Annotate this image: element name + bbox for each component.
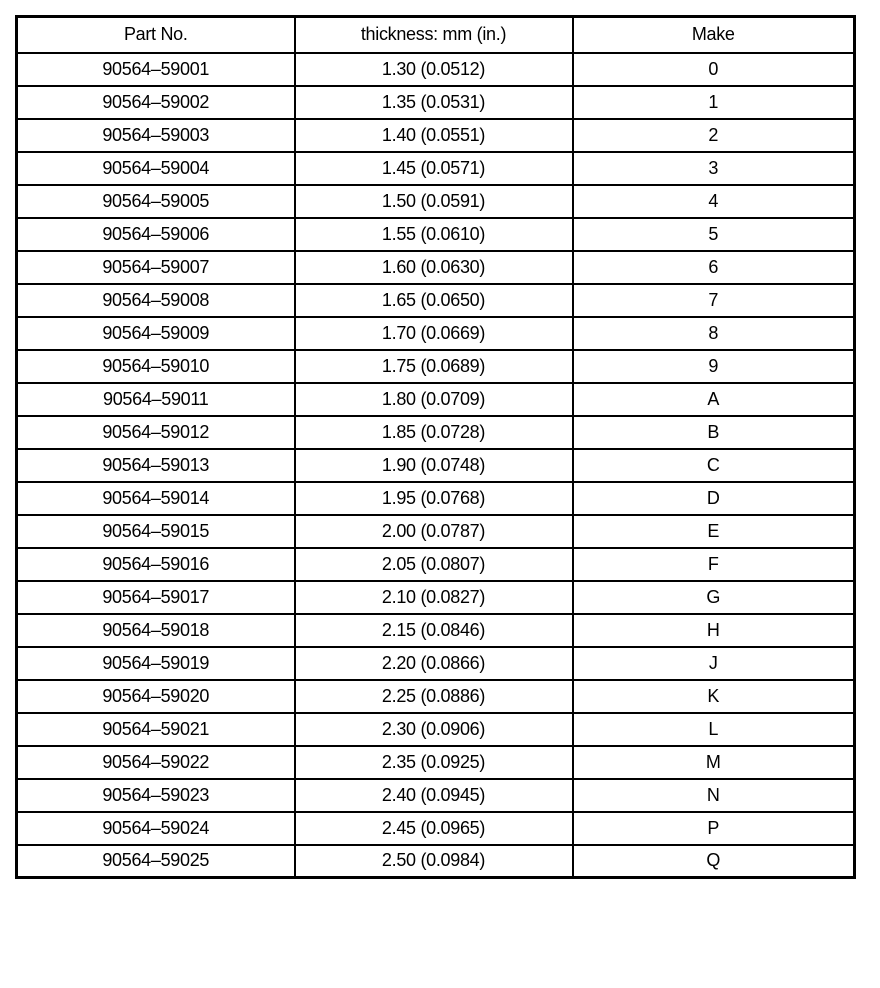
cell-thickness: 1.75 (0.0689) bbox=[295, 350, 573, 383]
cell-make: A bbox=[573, 383, 855, 416]
cell-make: K bbox=[573, 680, 855, 713]
cell-make: Q bbox=[573, 845, 855, 878]
cell-make: F bbox=[573, 548, 855, 581]
cell-thickness: 2.15 (0.0846) bbox=[295, 614, 573, 647]
cell-part-no: 90564–59018 bbox=[17, 614, 295, 647]
table-row bbox=[17, 86, 855, 119]
cell-thickness: 1.65 (0.0650) bbox=[295, 284, 573, 317]
cell-thickness: 2.10 (0.0827) bbox=[295, 581, 573, 614]
cell-part-no: 90564–59005 bbox=[17, 185, 295, 218]
table-row bbox=[17, 152, 855, 185]
cell-part-no: 90564–59015 bbox=[17, 515, 295, 548]
cell-part-no: 90564–59007 bbox=[17, 251, 295, 284]
cell-thickness: 2.50 (0.0984) bbox=[295, 845, 573, 878]
cell-part-no: 90564–59012 bbox=[17, 416, 295, 449]
cell-thickness: 2.45 (0.0965) bbox=[295, 812, 573, 845]
cell-thickness: 1.90 (0.0748) bbox=[295, 449, 573, 482]
table-row bbox=[17, 416, 855, 449]
cell-make: 4 bbox=[573, 185, 855, 218]
cell-part-no: 90564–59013 bbox=[17, 449, 295, 482]
cell-part-no: 90564–59022 bbox=[17, 746, 295, 779]
table-row bbox=[17, 251, 855, 284]
cell-part-no: 90564–59009 bbox=[17, 317, 295, 350]
table-row bbox=[17, 680, 855, 713]
cell-thickness: 2.00 (0.0787) bbox=[295, 515, 573, 548]
cell-part-no: 90564–59019 bbox=[17, 647, 295, 680]
cell-make: 8 bbox=[573, 317, 855, 350]
table-row bbox=[17, 317, 855, 350]
cell-thickness: 1.70 (0.0669) bbox=[295, 317, 573, 350]
cell-make: 6 bbox=[573, 251, 855, 284]
cell-thickness: 1.85 (0.0728) bbox=[295, 416, 573, 449]
cell-part-no: 90564–59011 bbox=[17, 383, 295, 416]
cell-make: P bbox=[573, 812, 855, 845]
cell-part-no: 90564–59025 bbox=[17, 845, 295, 878]
cell-make: 1 bbox=[573, 86, 855, 119]
cell-make: 0 bbox=[573, 53, 855, 86]
table-row bbox=[17, 284, 855, 317]
cell-part-no: 90564–59021 bbox=[17, 713, 295, 746]
table-row bbox=[17, 350, 855, 383]
cell-thickness: 2.25 (0.0886) bbox=[295, 680, 573, 713]
table-row bbox=[17, 647, 855, 680]
cell-make: B bbox=[573, 416, 855, 449]
cell-make: 2 bbox=[573, 119, 855, 152]
cell-part-no: 90564–59008 bbox=[17, 284, 295, 317]
cell-make: 3 bbox=[573, 152, 855, 185]
cell-thickness: 1.50 (0.0591) bbox=[295, 185, 573, 218]
cell-thickness: 2.40 (0.0945) bbox=[295, 779, 573, 812]
cell-part-no: 90564–59006 bbox=[17, 218, 295, 251]
table-row bbox=[17, 482, 855, 515]
cell-part-no: 90564–59020 bbox=[17, 680, 295, 713]
cell-make: D bbox=[573, 482, 855, 515]
cell-make: 9 bbox=[573, 350, 855, 383]
cell-make: M bbox=[573, 746, 855, 779]
cell-thickness: 1.95 (0.0768) bbox=[295, 482, 573, 515]
cell-thickness: 1.55 (0.0610) bbox=[295, 218, 573, 251]
cell-thickness: 2.35 (0.0925) bbox=[295, 746, 573, 779]
parts-table bbox=[15, 15, 856, 879]
cell-thickness: 2.20 (0.0866) bbox=[295, 647, 573, 680]
table-row bbox=[17, 812, 855, 845]
cell-make: H bbox=[573, 614, 855, 647]
cell-thickness: 2.05 (0.0807) bbox=[295, 548, 573, 581]
cell-part-no: 90564–59001 bbox=[17, 53, 295, 86]
table-row bbox=[17, 218, 855, 251]
table-row bbox=[17, 614, 855, 647]
cell-thickness: 1.45 (0.0571) bbox=[295, 152, 573, 185]
table-row bbox=[17, 53, 855, 86]
cell-thickness: 1.60 (0.0630) bbox=[295, 251, 573, 284]
cell-make: L bbox=[573, 713, 855, 746]
cell-make: C bbox=[573, 449, 855, 482]
table-row bbox=[17, 845, 855, 878]
cell-thickness: 2.30 (0.0906) bbox=[295, 713, 573, 746]
table-row bbox=[17, 185, 855, 218]
header-row bbox=[17, 17, 855, 53]
table-row bbox=[17, 779, 855, 812]
table-row bbox=[17, 581, 855, 614]
cell-part-no: 90564–59002 bbox=[17, 86, 295, 119]
table-row bbox=[17, 119, 855, 152]
table-body bbox=[17, 53, 855, 878]
cell-part-no: 90564–59024 bbox=[17, 812, 295, 845]
cell-part-no: 90564–59003 bbox=[17, 119, 295, 152]
cell-make: 7 bbox=[573, 284, 855, 317]
table-row bbox=[17, 449, 855, 482]
header-part-no: Part No. bbox=[17, 17, 295, 53]
table-row bbox=[17, 548, 855, 581]
cell-part-no: 90564–59016 bbox=[17, 548, 295, 581]
cell-part-no: 90564–59004 bbox=[17, 152, 295, 185]
cell-make: G bbox=[573, 581, 855, 614]
cell-make: J bbox=[573, 647, 855, 680]
table-row bbox=[17, 713, 855, 746]
cell-part-no: 90564–59017 bbox=[17, 581, 295, 614]
cell-thickness: 1.30 (0.0512) bbox=[295, 53, 573, 86]
header-thickness: thickness: mm (in.) bbox=[295, 17, 573, 53]
cell-thickness: 1.40 (0.0551) bbox=[295, 119, 573, 152]
cell-part-no: 90564–59014 bbox=[17, 482, 295, 515]
cell-part-no: 90564–59010 bbox=[17, 350, 295, 383]
table-row bbox=[17, 515, 855, 548]
cell-make: E bbox=[573, 515, 855, 548]
cell-make: N bbox=[573, 779, 855, 812]
table-row bbox=[17, 746, 855, 779]
table-header bbox=[17, 17, 855, 53]
table-row bbox=[17, 383, 855, 416]
cell-thickness: 1.35 (0.0531) bbox=[295, 86, 573, 119]
header-make: Make bbox=[573, 17, 855, 53]
cell-make: 5 bbox=[573, 218, 855, 251]
cell-thickness: 1.80 (0.0709) bbox=[295, 383, 573, 416]
cell-part-no: 90564–59023 bbox=[17, 779, 295, 812]
